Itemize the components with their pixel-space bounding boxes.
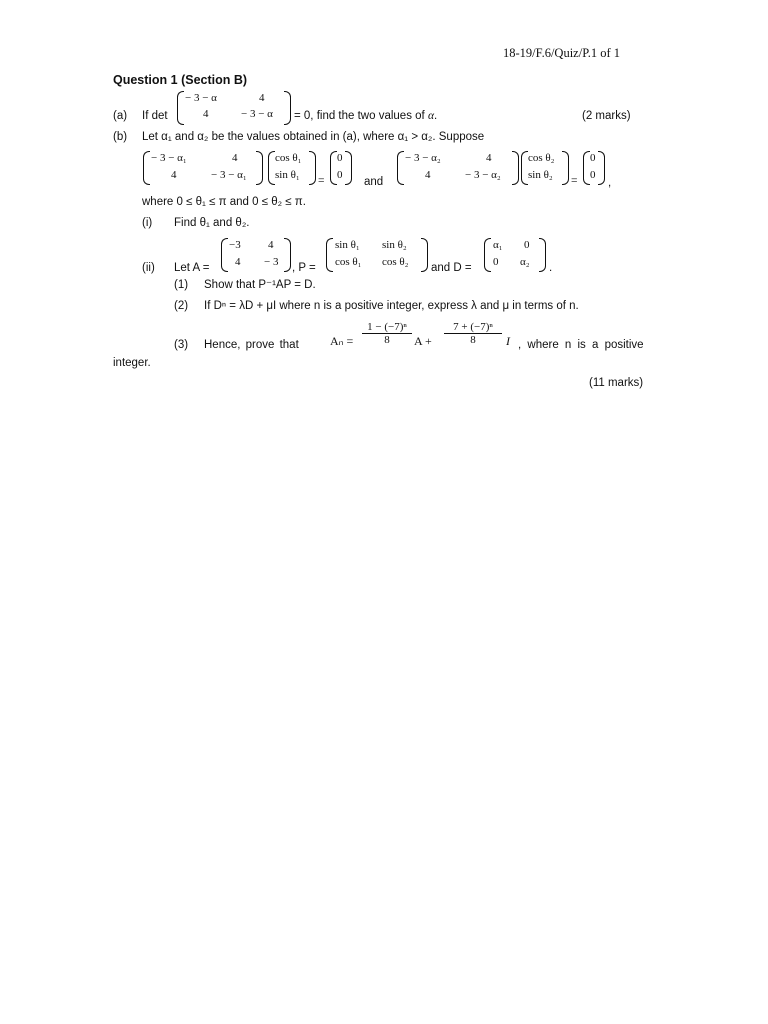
matrix-cell: cos θ₂: [382, 256, 409, 268]
equals-sign: =: [571, 175, 578, 187]
part-b-matrix-1: [143, 151, 263, 185]
part-b-vector-1: [268, 151, 316, 185]
sub3-text-post: , where n is a positive: [518, 339, 644, 351]
part-a-matrix: [177, 91, 291, 125]
zero-vector-2: [583, 151, 605, 185]
fraction-numerator: 7 + (−7)ⁿ: [453, 321, 493, 333]
matrix-cell: sin θ₁: [335, 239, 360, 251]
period: .: [549, 262, 553, 274]
matrix-cell: − 3 − α: [185, 92, 217, 104]
matrix-cell: − 3 − α₂: [465, 169, 501, 181]
page-header: 18-19/F.6/Quiz/P.1 of 1: [503, 46, 621, 60]
matrix-cell: α₁: [493, 239, 503, 251]
part-a-label: (a): [113, 110, 128, 122]
fraction-2: [444, 321, 502, 346]
equals-sign: =: [318, 175, 325, 187]
matrix-cell: 4: [232, 152, 238, 164]
sub3-label: (3): [174, 339, 189, 351]
matrix-cell: 4: [171, 169, 177, 181]
zero-vector-1: [330, 151, 352, 185]
sub1-text: Show that P⁻¹AP = D.: [204, 279, 316, 291]
matrix-cell: − 3 − α₂: [405, 152, 441, 164]
part-a-text-pre: If det: [142, 110, 168, 122]
part-b-where: where 0 ≤ θ₁ ≤ π and 0 ≤ θ₂ ≤ π.: [142, 196, 306, 208]
sub2-label: (2): [174, 300, 189, 312]
fraction-numerator: 1 − (−7)ⁿ: [367, 321, 407, 333]
matrix-cell: cos θ₁: [335, 256, 362, 268]
matrix-cell: α₂: [520, 256, 530, 268]
vector-cell: sin θ₁: [275, 169, 300, 181]
matrix-cell: 0: [524, 239, 530, 251]
vector-cell: 0: [590, 152, 596, 164]
part-ii-label: (ii): [142, 262, 155, 274]
sub3-continued: integer.: [113, 357, 151, 369]
matrix-cell: 4: [203, 108, 209, 120]
matrix-cell: 4: [235, 256, 241, 268]
vector-cell: 0: [590, 169, 596, 181]
fraction-denominator: 8: [470, 334, 476, 346]
and-text: and: [364, 176, 384, 188]
let-a-text: Let A =: [174, 262, 210, 274]
matrix-p: [326, 238, 428, 272]
matrix-cell: 4: [268, 239, 274, 251]
matrix-cell: − 3: [264, 256, 279, 268]
matrix-cell: sin θ₂: [382, 239, 407, 251]
p-eq-text: , P =: [292, 262, 316, 274]
matrix-cell: − 3 − α₁: [151, 152, 187, 164]
part-i-label: (i): [142, 217, 153, 229]
part-a-text-post: = 0, find the two values of α.: [294, 110, 438, 122]
part-b-line1: Let α₁ and α₂ be the values obtained in (a), where α₁ > α₂. Suppose: [142, 131, 485, 143]
matrix-cell: − 3 − α: [241, 108, 273, 120]
matrix-a: [221, 238, 291, 272]
vector-cell: 0: [337, 169, 343, 181]
and-d-text: and D =: [431, 262, 472, 274]
fraction-1: [362, 321, 412, 346]
matrix-d: [484, 238, 546, 272]
matrix-cell: 4: [486, 152, 492, 164]
matrix-cell: −3: [229, 239, 241, 251]
matrix-cell: 0: [493, 256, 499, 268]
part-b-label: (b): [113, 131, 128, 143]
part-b-vector-2: [521, 151, 569, 185]
sub3-text-pre: Hence, prove that: [204, 339, 299, 351]
sub1-label: (1): [174, 279, 189, 291]
vector-cell: sin θ₂: [528, 169, 553, 181]
formula-i: I: [506, 334, 510, 348]
formula-lhs: Aₙ =: [330, 334, 354, 348]
question-title: Question 1 (Section B): [113, 73, 248, 87]
matrix-cell: 4: [259, 92, 265, 104]
vector-cell: 0: [337, 152, 343, 164]
total-marks: (11 marks): [589, 377, 644, 389]
vector-cell: cos θ₂: [528, 152, 555, 164]
fraction-denominator: 8: [384, 334, 390, 346]
part-a-marks: (2 marks): [582, 110, 631, 122]
matrix-cell: − 3 − α₁: [211, 169, 247, 181]
part-i-text: Find θ₁ and θ₂.: [174, 217, 250, 229]
sub2-text: If Dⁿ = λD + μI where n is a positive integer, express λ and μ in terms of n.: [204, 300, 579, 312]
matrix-cell: 4: [425, 169, 431, 181]
vector-cell: cos θ₁: [275, 152, 302, 164]
comma: ,: [608, 177, 612, 189]
part-b-matrix-2: [397, 151, 519, 185]
formula-a-plus: A +: [414, 334, 432, 348]
